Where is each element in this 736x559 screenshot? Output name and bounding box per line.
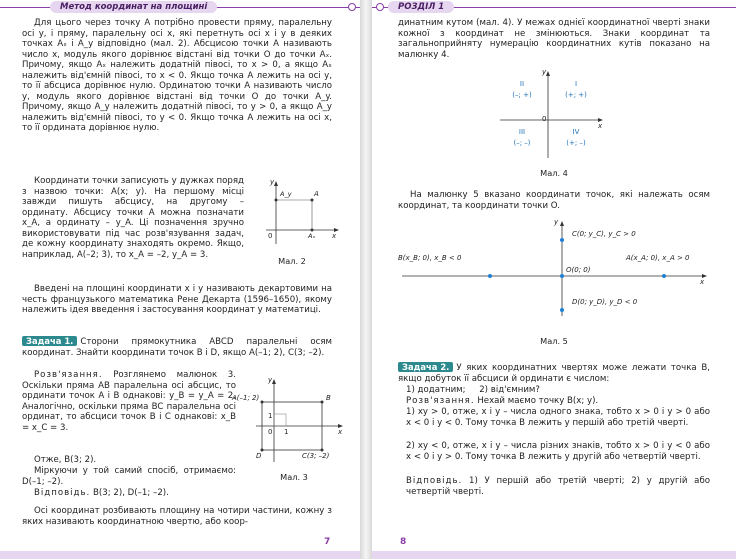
header-marker-icon-right xyxy=(376,3,384,11)
fig5-a-label: A(x_A; 0), x_A > 0 xyxy=(626,254,690,262)
fig5-c-label: C(0; y_C), y_C > 0 xyxy=(572,230,636,238)
fig3-d-label: D xyxy=(256,452,262,460)
task-2-solution-intro-text: Нехай маємо точку B(x; y). xyxy=(477,396,599,406)
task-2-solution-intro xyxy=(406,396,710,407)
task-2-statement: У яких координатних чвертях може лежати точка B, якщо добуток її абсциси й ординати є числом: xyxy=(398,363,710,384)
quadrant-III xyxy=(504,128,540,147)
quadrant-I-number: I xyxy=(574,80,578,88)
figure-5-caption: Мал. 5 xyxy=(540,336,568,346)
task-2-badge: Задача 2. xyxy=(398,362,453,372)
fig2-a-label: A xyxy=(314,190,319,198)
quadrant-I xyxy=(558,80,594,99)
fig3-x-label: x xyxy=(338,428,343,436)
quadrant-III-signs: (–; –) xyxy=(513,139,531,147)
page-number-right: 8 xyxy=(400,537,407,547)
fig5-o-label: O(0; 0) xyxy=(566,266,591,274)
paragraph-quadrant-signs: динатним кутом (мал. 4). У межах однієї координатної чверті знаки кожної з координат не змінюються. Знаки координат та загальноприйняту нумерацію координатних кутів показано на малюнку 4. xyxy=(398,18,710,60)
quadrant-IV xyxy=(558,128,594,147)
left-page xyxy=(0,0,360,559)
figure-4 xyxy=(498,68,608,160)
fig3-b-label: B xyxy=(326,394,331,402)
fig2-ay-label: A_y xyxy=(280,190,292,198)
fig5-x-label: x xyxy=(700,278,705,286)
paragraph-coordinate-notation: Координати точки записують у дужках поряд з назвою точки: A(x; y). На першому місці завжди пишуть абсцису, на другому – ординату. Абсцису точки A можна позначати x_A, а ординату – y_A. Ці позначення зручно використовувати під час розв'язування задач, де кожну координату знаходять окремо. Якщо, наприклад, A(–2; 3), то x_A = –2, y_A = 3. xyxy=(22,176,244,260)
figure-3-caption: Мал. 3 xyxy=(280,472,308,482)
task-2-solution-label: Розв'язання. xyxy=(406,396,475,406)
figure-2-caption: Мал. 2 xyxy=(278,256,306,266)
paragraph-abscissa-definition: Для цього через точку A потрібно провести пряму, паралельну осі y, і пряму, паралельну осі x, які перетнуть осі x і y в деяких точках Aₓ і A_y відповідно (мал. 2). Абсцисою точки A називають число x, модуль якого дорівнює відстані від точки O до точки Aₓ. Причому, якщо Aₓ належить додатній півосі, то x > 0, а якщо Aₓ належить від'ємній півосі, то x < 0. Якщо точка A лежить на осі y, то її абсциса дорівнює нулю. Ординатою точки A називають число y, модуль якого дорівнює відстані від точки O до точки A_y. Причому, якщо A_y належить додатній півосі, то y > 0, а якщо A_y належить від'ємній півосі, то y < 0. Якщо точка A лежить на осі x, то її ордината дорівнює нулю. xyxy=(22,18,332,133)
paragraph-quadrants: Осі координат розбивають площину на чотири частини, кожну з яких називають координатною чвертю, або коор- xyxy=(22,506,332,527)
fig4-origin-label: 0 xyxy=(542,115,547,123)
task-2-case-1: 1) xy > 0, отже, x і y – числа одного знака, тобто x > 0 і y > 0 або x < 0 і y < 0. Тому точка B лежить у першій або третій чверті. xyxy=(406,407,710,428)
fig4-y-label: y xyxy=(542,68,547,76)
fig2-ax-label: Aₓ xyxy=(308,232,316,240)
figure-5 xyxy=(398,218,712,318)
task-1-result: Отже, B(3; 2). xyxy=(34,455,97,465)
fig3-c-label: C(3; –2) xyxy=(302,452,330,460)
task-2-answer-text: 1) У першій або третій чверті; 2) у другій або четвертій чверті. xyxy=(406,476,710,497)
quadrant-II xyxy=(504,80,540,99)
figure-3 xyxy=(232,376,348,464)
task-1-statement: Сторони прямокутника ABCD паралельні осям координат. Знайти координати точок B і D, якщо A(–1; 2), C(3; –2). xyxy=(22,337,332,358)
quadrant-II-number: II xyxy=(519,80,525,88)
quadrant-III-number: III xyxy=(518,128,526,136)
task-2-options: 1) додатним; 2) від'ємним? xyxy=(406,385,540,395)
fig2-origin-label: 0 xyxy=(268,232,273,240)
fig4-x-label: x xyxy=(598,122,603,130)
task-1-answer-label: Відповідь. xyxy=(34,488,91,498)
task-1-answer-text: B(3; 2), D(–1; –2). xyxy=(93,488,169,498)
figure-4-caption: Мал. 4 xyxy=(540,168,568,178)
task-1-solution xyxy=(22,370,236,433)
paragraph-cartesian: Введені на площині координати x і y називають декартовими на честь французького математика Рене Декарта (1596–1650), якому належить ідея введення і застосування координат у математиці. xyxy=(22,284,332,315)
fig3-one-x-label: 1 xyxy=(284,428,289,436)
task-2-case-2: 2) xy < 0, отже, x і y – числа різних знаків, тобто x > 0 і y < 0 або x < 0 і y > 0. Тому точка B лежить у другій або четвертій чверті. xyxy=(406,441,710,462)
fig5-d-label: D(0; y_D), y_D < 0 xyxy=(572,298,638,306)
task-1-similar: Міркуючи у той самий спосіб, отримаємо: D(–1; –2). xyxy=(22,466,236,487)
fig5-y-label: y xyxy=(554,218,559,226)
task-1-badge: Задача 1. xyxy=(22,336,77,346)
right-page xyxy=(372,0,736,559)
fig2-y-label: y xyxy=(270,178,275,186)
fig2-x-label: x xyxy=(332,232,337,240)
fig3-one-y-label: 1 xyxy=(268,412,273,420)
fig3-a-label: A(–1; 2) xyxy=(232,394,260,402)
quadrant-II-signs: (–; +) xyxy=(512,91,532,99)
task-1 xyxy=(22,336,332,358)
task-1-answer xyxy=(22,488,236,499)
header-marker-icon xyxy=(348,3,356,11)
section-title: РОЗДІЛ 1 xyxy=(388,1,454,13)
fig3-y-label: y xyxy=(268,376,273,384)
task-1-solution-text: Розглянемо малюнок 3. Оскільки пряма AB паралельна осі абсцис, то ординати точок A і B однакові: y_B = y_A = 2. Аналогічно, оскільки пряма BC паралельна осі ординат, то абсциси точок B і C однакові: x_B = x_C = 3. xyxy=(22,370,236,433)
page-number-left: 7 xyxy=(324,537,331,547)
task-2-answer-label: Відповідь. xyxy=(406,476,463,486)
footer-band xyxy=(0,551,360,559)
right-header xyxy=(372,0,736,14)
fig3-origin-label: 0 xyxy=(268,428,273,436)
footer-band-right xyxy=(372,551,736,559)
paragraph-axis-points: На малюнку 5 вказано координати точок, які належать осям координат, та координати точки O. xyxy=(398,190,710,211)
task-2-answer xyxy=(406,476,710,497)
figure-2 xyxy=(252,178,342,248)
quadrant-I-signs: (+; +) xyxy=(565,91,587,99)
chapter-title: Метод координат на площині xyxy=(50,1,217,13)
task-2 xyxy=(398,362,710,384)
quadrant-IV-signs: (+; –) xyxy=(566,139,586,147)
book-gutter xyxy=(360,0,372,559)
quadrant-IV-number: IV xyxy=(572,128,580,136)
left-header xyxy=(0,0,360,14)
task-1-solution-label: Розв'язання. xyxy=(34,370,103,380)
fig5-b-label: B(x_B; 0), x_B < 0 xyxy=(398,254,462,262)
